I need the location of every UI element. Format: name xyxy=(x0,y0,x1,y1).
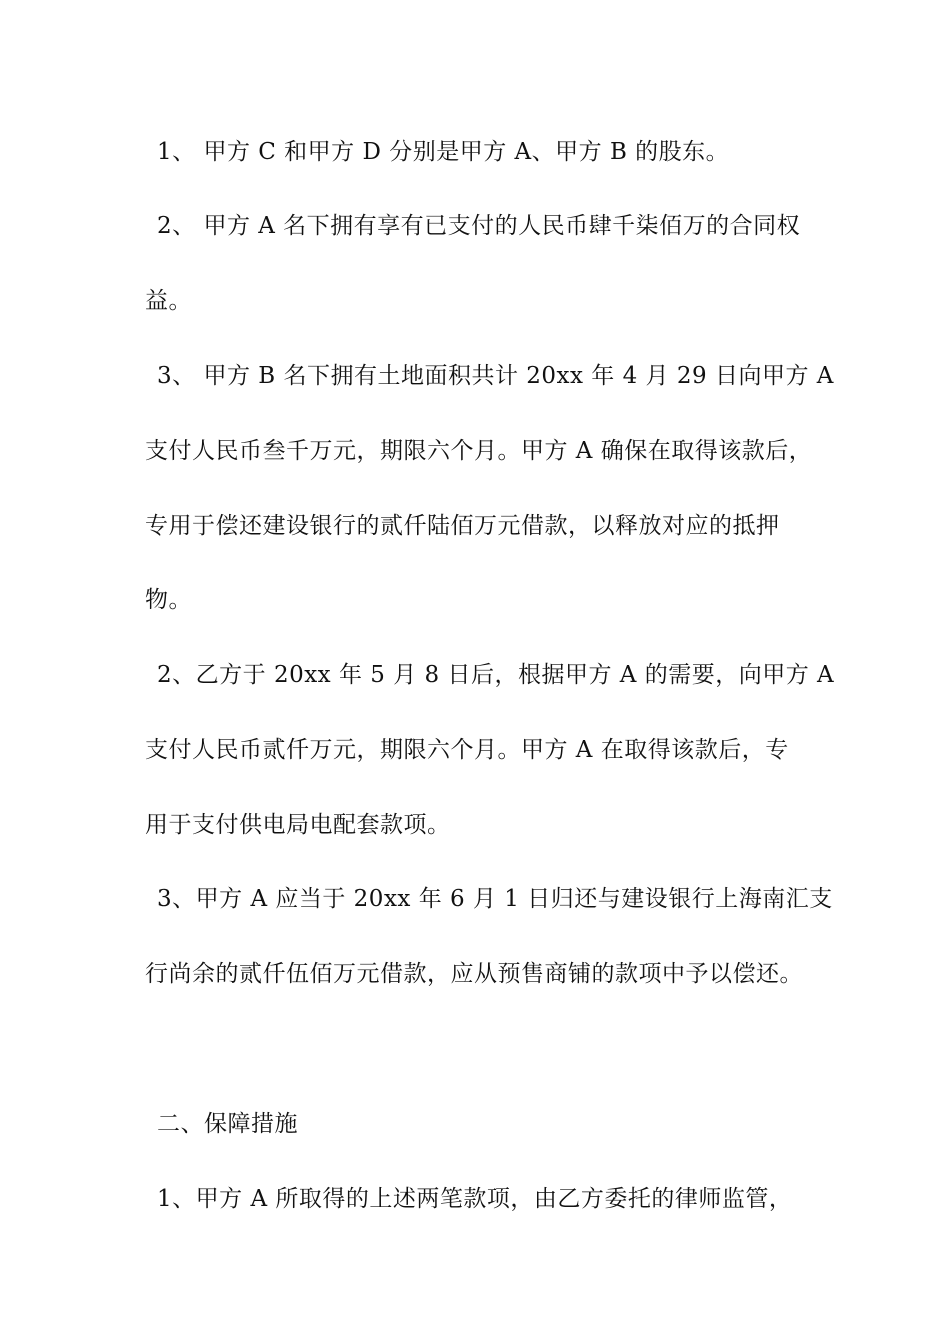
section-heading-guarantee: 二、保障措施 xyxy=(157,1111,298,1137)
guarantee-1-line-1: 1、甲方 A 所取得的上述两笔款项，由乙方委托的律师监管， xyxy=(157,1186,793,1212)
payment-2-line-1: 2、乙方于 20xx 年 5 月 8 日后，根据甲方 A 的需要，向甲方 A xyxy=(157,662,835,688)
payment-3-line-1: 3、甲方 A 应当于 20xx 年 6 月 1 日归还与建设银行上海南汇支 xyxy=(157,886,833,912)
payment-2-line-2: 支付人民币贰仟万元，期限六个月。甲方 A 在取得该款后，专 xyxy=(145,737,789,763)
clause-3-line-1: 3、 甲方 B 名下拥有土地面积共计 20xx 年 4 月 29 日向甲方 A xyxy=(157,363,834,389)
payment-2-line-3: 用于支付供电局电配套款项。 xyxy=(145,812,451,838)
clause-2-line-1: 2、 甲方 A 名下拥有享有已支付的人民币肆千柒佰万的合同权 xyxy=(157,213,801,239)
clause-3-line-3: 专用于偿还建设银行的贰仟陆佰万元借款，以释放对应的抵押 xyxy=(145,513,780,539)
clause-1-line-1: 1、 甲方 C 和甲方 D 分别是甲方 A、甲方 B 的股东。 xyxy=(157,139,730,165)
clause-3-line-4: 物。 xyxy=(145,587,192,613)
clause-3-line-2: 支付人民币叁千万元，期限六个月。甲方 A 确保在取得该款后， xyxy=(145,438,813,464)
payment-3-line-2: 行尚余的贰仟伍佰万元借款，应从预售商铺的款项中予以偿还。 xyxy=(145,961,803,987)
clause-2-line-2: 益。 xyxy=(145,288,192,314)
